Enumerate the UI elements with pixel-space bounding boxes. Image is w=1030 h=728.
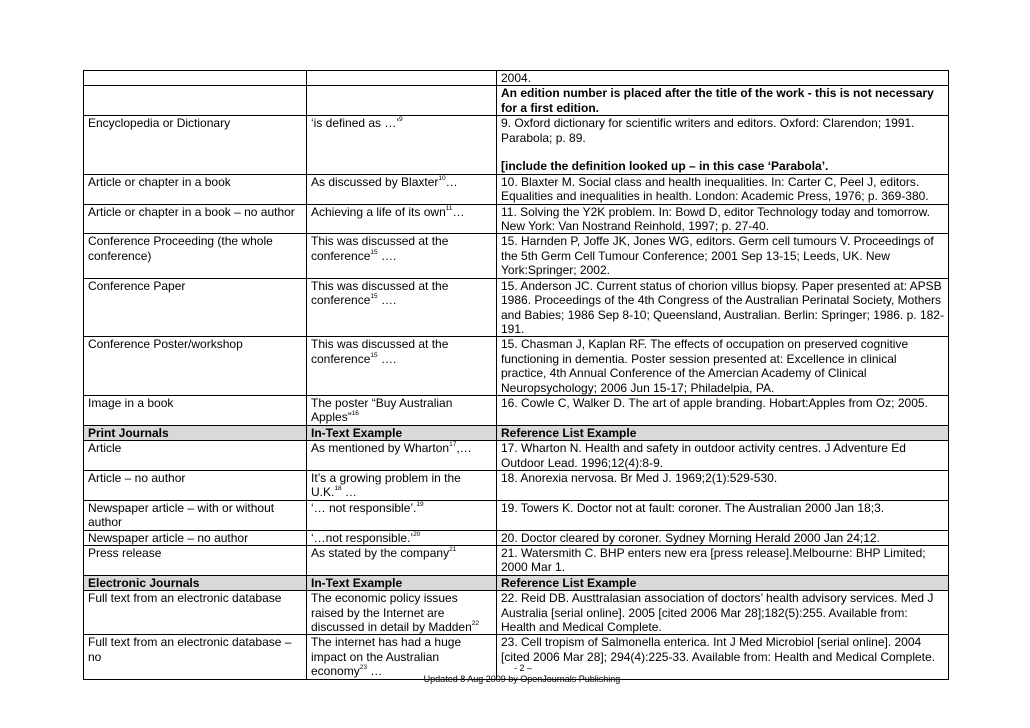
in-text-example-cell bbox=[307, 174, 497, 204]
reference-note: [include the definition looked up – in this case ‘Parabola’. bbox=[501, 159, 829, 174]
in-text-example-text: This was discussed at the conference bbox=[311, 234, 449, 263]
citation-number: 17 bbox=[449, 441, 457, 449]
reference-text: 15. Harnden P, Joffe JK, Jones WG, editors. Germ cell tumours V. Proceedings of the 5th Germ Cell Tumour Conference; 2001 Sep 13-15; Leeds, UK. New York:Springer; 2002. bbox=[501, 234, 934, 278]
reference-list-example-cell bbox=[497, 234, 949, 278]
reference-type-cell: Newspaper article – no author bbox=[84, 530, 307, 545]
reference-text: 20. Doctor cleared by coroner. Sydney Morning Herald 2000 Jan 24;12. bbox=[501, 530, 880, 545]
in-text-example-text: ‘is defined as …’ bbox=[311, 116, 400, 131]
table-row bbox=[84, 591, 949, 635]
reference-list-example-cell bbox=[497, 86, 949, 116]
table-row bbox=[84, 395, 949, 425]
in-text-example-cell bbox=[307, 441, 497, 471]
in-text-example-text: As mentioned by Wharton bbox=[311, 441, 450, 456]
reference-text: 10. Blaxter M. Social class and health inequalities. In: Carter C, Peel J, editors. Equalities and inequalities in health. London: Academic Press, 1976; p. 369-380. bbox=[501, 174, 929, 204]
in-text-example-suffix: …. bbox=[377, 248, 397, 263]
in-text-example-cell bbox=[307, 116, 497, 175]
reference-type-cell: Article or chapter in a book bbox=[84, 174, 307, 204]
reference-text: 15. Chasman J, Kaplan RF. The effects of occupation on preserved cognitive functioning in dementia. Poster session presented at: Excellence in clinical practice, 4th Annual Conference of the Amercian Academy of Clinical Neuropsychology; 2006 Jun 15-17; Philadelpia, PA. bbox=[501, 337, 909, 395]
reference-text: Reference List Example bbox=[501, 575, 637, 590]
table-row bbox=[84, 337, 949, 396]
reference-text: Reference List Example bbox=[501, 425, 637, 440]
citation-number: 22 bbox=[471, 620, 479, 628]
citation-number: 15 bbox=[370, 351, 378, 359]
reference-list-example-cell bbox=[497, 470, 949, 500]
reference-list-example-cell bbox=[497, 575, 949, 590]
table-row bbox=[84, 530, 949, 545]
page-number: - 2 – bbox=[513, 663, 532, 673]
in-text-example-cell bbox=[307, 204, 497, 234]
reference-text: An edition number is placed after the title of the work - this is not necessary for a first edition. bbox=[501, 86, 934, 115]
in-text-example-cell: In-Text Example bbox=[307, 575, 497, 590]
in-text-example-suffix: … bbox=[445, 174, 458, 189]
citation-number: 19 bbox=[416, 500, 424, 508]
table-row bbox=[84, 116, 949, 175]
reference-table-body bbox=[84, 71, 949, 680]
reference-type-cell: Full text from an electronic database – no bbox=[84, 635, 307, 679]
in-text-example-cell bbox=[307, 395, 497, 425]
reference-text: 23. Cell tropism of Salmonella enterica. Int J Med Microbiol [serial online]. 2004 [cited 2006 Mar 28]; 294(4):225-33. Available from: Health and Medical Complete. bbox=[501, 635, 936, 664]
reference-type-cell: Article bbox=[84, 441, 307, 471]
in-text-example-cell bbox=[307, 234, 497, 278]
reference-list-example-cell bbox=[497, 591, 949, 635]
section-header-row bbox=[84, 425, 949, 440]
reference-list-example-cell bbox=[497, 530, 949, 545]
reference-type-cell: Conference Paper bbox=[84, 278, 307, 337]
reference-text: 9. Oxford dictionary for scientific writers and editors. Oxford: Clarendon; 1991. Parabola; p. 89. bbox=[501, 116, 915, 145]
citation-number: 15 bbox=[370, 248, 378, 256]
reference-list-example-cell bbox=[497, 441, 949, 471]
in-text-example-cell bbox=[307, 546, 497, 576]
table-row bbox=[84, 500, 949, 530]
reference-list-example-cell bbox=[497, 116, 949, 175]
reference-list-example-cell bbox=[497, 337, 949, 396]
reference-text: 21. Watersmith C. BHP enters new era [press release].Melbourne: BHP Limited; 2000 Mar 1. bbox=[501, 546, 926, 575]
in-text-example-suffix: … bbox=[341, 485, 357, 500]
reference-text: 18. Anorexia nervosa. Br Med J. 1969;2(1):529-530. bbox=[501, 470, 778, 485]
reference-text: 2004. bbox=[501, 71, 532, 85]
citation-number: 15 bbox=[370, 293, 378, 301]
in-text-example-text: ‘…not responsible.’ bbox=[311, 530, 414, 545]
footer-updated-note: Updated 8 Aug 2009 by OpenJournals Publishing bbox=[423, 674, 621, 684]
reference-list-example-cell bbox=[497, 71, 949, 86]
reference-type-cell: Encyclopedia or Dictionary bbox=[84, 116, 307, 175]
reference-type-cell bbox=[84, 71, 307, 86]
reference-type-cell: Conference Poster/workshop bbox=[84, 337, 307, 396]
spacer bbox=[501, 145, 944, 159]
reference-text: 17. Wharton N. Health and safety in outdoor activity centres. J Adventure Ed Outdoor Lead. 1996;12(4):8-9. bbox=[501, 441, 906, 470]
reference-text: 15. Anderson JC. Current status of chorion villus biopsy. Paper presented at: APSB 1986. Proceedings of the 4th Congress of the Australian Perinatal Society, Mothers and Babies; 1986 Sep 8-10; Queensland, Australian. Berlin: Springer; 1986. p. 182-191. bbox=[501, 278, 944, 336]
table-row bbox=[84, 174, 949, 204]
reference-type-cell bbox=[84, 86, 307, 116]
in-text-example-cell bbox=[307, 500, 497, 530]
table-row bbox=[84, 86, 949, 116]
citation-number: 23 bbox=[359, 664, 367, 672]
in-text-example-cell bbox=[307, 278, 497, 337]
reference-type-cell: Image in a book bbox=[84, 395, 307, 425]
in-text-example-cell bbox=[307, 470, 497, 500]
table-row bbox=[84, 441, 949, 471]
reference-text: 19. Towers K. Doctor not at fault: coroner. The Australian 2000 Jan 18;3. bbox=[501, 500, 885, 515]
reference-type-cell: Print Journals bbox=[84, 425, 307, 440]
reference-type-cell: Article – no author bbox=[84, 470, 307, 500]
table-row bbox=[84, 546, 949, 576]
in-text-example-cell: In-Text Example bbox=[307, 425, 497, 440]
reference-list-example-cell bbox=[497, 204, 949, 234]
section-header-row bbox=[84, 575, 949, 590]
table-row bbox=[84, 71, 949, 86]
in-text-example-text: As stated by the company bbox=[311, 546, 450, 560]
in-text-example-cell bbox=[307, 71, 497, 86]
reference-type-cell: Article or chapter in a book – no author bbox=[84, 204, 307, 234]
in-text-example-text: As discussed by Blaxter bbox=[311, 174, 439, 189]
reference-list-example-cell bbox=[497, 278, 949, 337]
in-text-example-text: This was discussed at the conference bbox=[311, 278, 449, 308]
in-text-example-text: Achieving a life of its own bbox=[311, 204, 446, 219]
table-row bbox=[84, 278, 949, 337]
reference-type-cell: Conference Proceeding (the whole conference) bbox=[84, 234, 307, 278]
reference-list-example-cell bbox=[497, 395, 949, 425]
in-text-example-text: The economic policy issues raised by the Internet are discussed in detail by Madden bbox=[311, 591, 472, 635]
table-row bbox=[84, 470, 949, 500]
reference-list-example-cell bbox=[497, 500, 949, 530]
reference-type-cell: Newspaper article – with or without author bbox=[84, 500, 307, 530]
in-text-example-cell bbox=[307, 530, 497, 545]
in-text-example-text: This was discussed at the conference bbox=[311, 337, 449, 366]
reference-list-example-cell bbox=[497, 546, 949, 576]
reference-text: 22. Reid DB. Austtralasian association of doctors’ health advisory services. Med J Australia [serial online]. 2005 [cited 2006 Mar 28];182(5):255. Available from: Health and Medical Complete. bbox=[501, 591, 934, 635]
reference-type-cell: Full text from an electronic database bbox=[84, 591, 307, 635]
citation-number: 10 bbox=[438, 174, 446, 182]
citation-number: 18 bbox=[334, 485, 342, 493]
citation-number: 9 bbox=[399, 116, 403, 124]
reference-text: 11. Solving the Y2K problem. In: Bowd D, editor Technology today and tomorrow. New York: Van Nostrand Reinhold, 1997; p. 27-40. bbox=[501, 204, 930, 234]
table-row bbox=[84, 204, 949, 234]
citation-number: 21 bbox=[449, 546, 457, 553]
in-text-example-cell bbox=[307, 591, 497, 635]
in-text-example-cell bbox=[307, 337, 497, 396]
in-text-example-cell bbox=[307, 86, 497, 116]
in-text-example-suffix: …. bbox=[377, 293, 397, 308]
table-row bbox=[84, 234, 949, 278]
reference-list-example-cell bbox=[497, 425, 949, 440]
in-text-example-text: ‘… not responsible’. bbox=[311, 500, 417, 515]
in-text-example-suffix: ,… bbox=[456, 441, 472, 456]
citation-number: 16 bbox=[351, 410, 359, 418]
reference-table bbox=[83, 70, 949, 680]
reference-type-cell: Electronic Journals bbox=[84, 575, 307, 590]
in-text-example-text: The internet has had a huge impact on the Australian economy bbox=[311, 635, 462, 679]
in-text-example-text: It’s a growing problem in the U.K. bbox=[311, 470, 461, 500]
reference-type-cell: Press release bbox=[84, 546, 307, 576]
in-text-example-text: The poster “Buy Australian Apples” bbox=[311, 395, 453, 425]
in-text-example-suffix: …. bbox=[377, 351, 397, 366]
citation-number: 11 bbox=[445, 204, 453, 212]
in-text-example-suffix: … bbox=[366, 664, 383, 679]
reference-list-example-cell bbox=[497, 174, 949, 204]
in-text-example-suffix: … bbox=[452, 204, 465, 219]
reference-text: 16. Cowle C, Walker D. The art of apple branding. Hobart:Apples from Oz; 2005. bbox=[501, 395, 928, 410]
citation-number: 20 bbox=[413, 530, 421, 538]
